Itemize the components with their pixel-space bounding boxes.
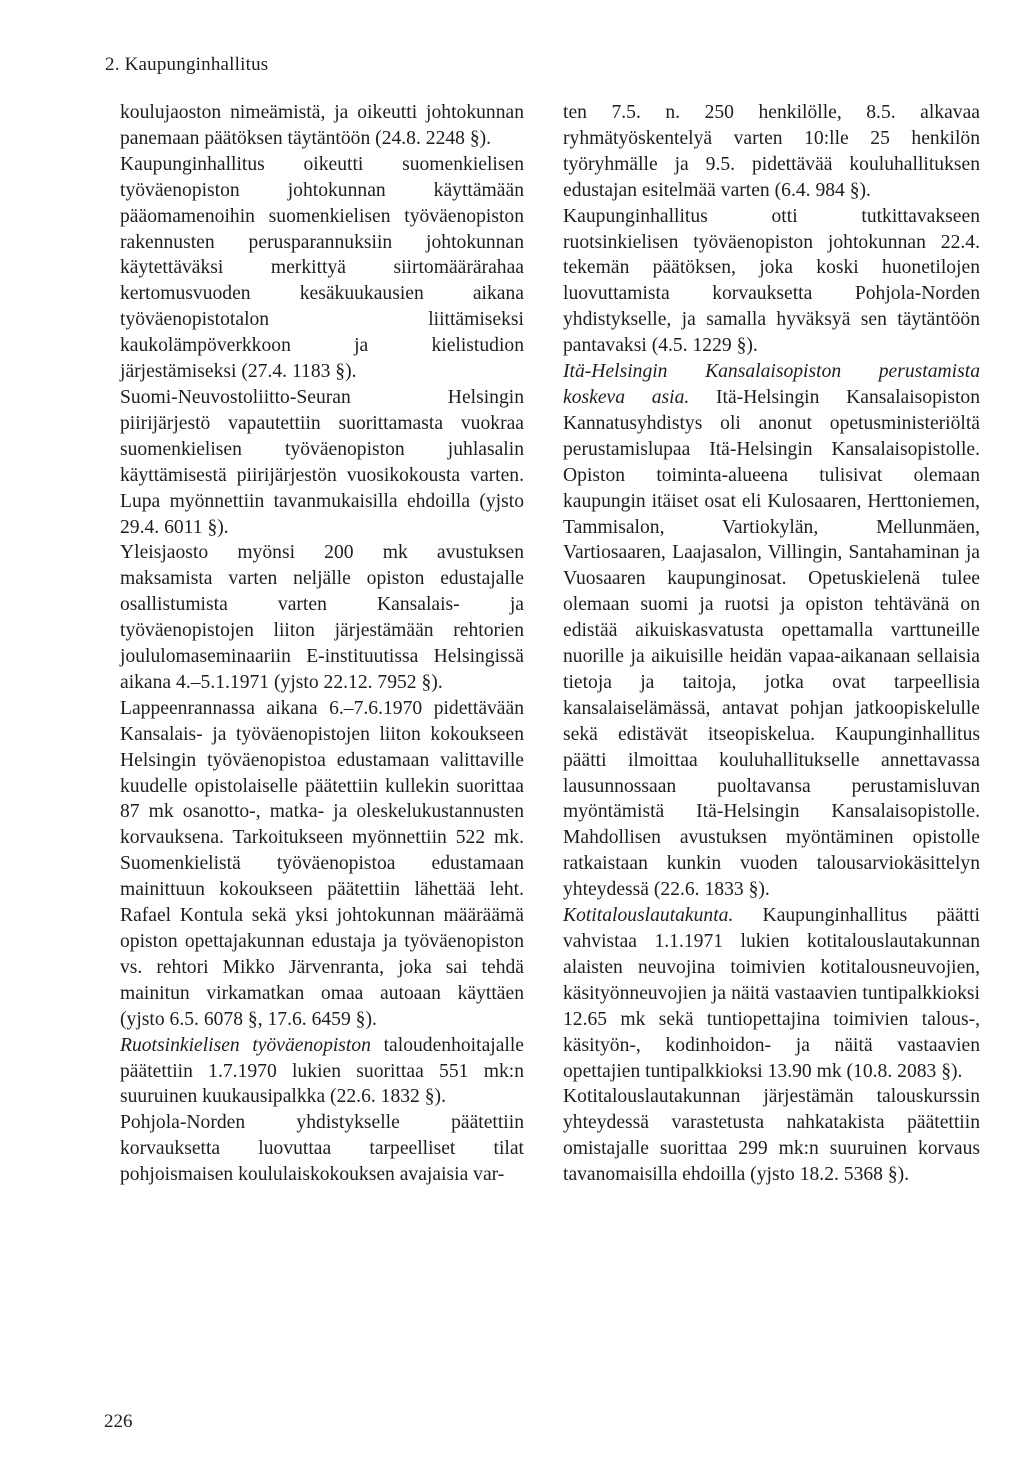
paragraph: Suomi-Neuvostoliitto-Seuran Helsingin piirijärjestö vapautettiin suorittamasta vuokraa suomenkielisen työväenopiston juhlasalin käyttämisestä piirijärjestön vuosikokousta varten. Lupa myönnettiin tavanmukaisilla ehdoilla (yjsto 29.4. 6011 §). (120, 386, 524, 538)
paragraph: Kaupunginhallitus oikeutti suomenkielisen työväenopiston johtokunnan käyttämään pääomamenoihin suomenkielisen työväenopiston rakennusten perusparannuksiin johtokunnan käytettäväksi merkittyä siirtomäärärahaa kertomusvuoden kesäkuukausien aikana työväenopistotalon liittämiseksi kaukolämpöverkkoon ja kielistudion järjestämiseksi (27.4. 1183 §). (120, 153, 524, 383)
paragraph-text: Itä-Helsingin Kansalaisopiston Kannatusyhdistys oli anonut opetusministeriöltä perustamislupaa Itä-Helsingin Kansalaisopistolle. Opiston toiminta-alueena tulisivat olemaan kaupungin itäiset osat eli Kulosaaren, Herttoniemen, Tammisalon, Vartiokylän, Mellunmäen, Vartiosaaren, Laajasalon, Villingin, Santahaminan ja Vuosaaren kaupunginosat. Opetuskielenä tulee olemaan suomi ja ruotsi ja opiston tehtävänä on edistää aikuiskasvatusta opettamalla varttuneille nuorille ja aikuisille heidän vapaa-aikanaan sellaisia tietoja ja taitoja, jotka ovat tarpeellisia kansalaiselämässä, antavat pohjan jatkoopiskelulle sekä edistävät itseopiskelua. Kaupunginhallitus päätti ilmoittaa kouluhallitukselle annettavassa lausunnossaan puoltavansa perustamisluvan myöntämistä Itä-Helsingin Kansalaisopistolle. Mahdollisen avustuksen myöntäminen opistolle ratkaistaan kunkin vuoden talousarviokäsittelyn yhteydessä (22.6. 1833 §). (563, 386, 980, 901)
paragraph: koulujaoston nimeämistä, ja oikeutti johtokunnan panemaan päätöksen täytäntöön (24.8. 2248 §). (120, 102, 524, 149)
paragraph: Yleisjaosto myönsi 200 mk avustuksen maksamista varten neljälle opiston edustajalle osallistumista varten Kansalais- ja työväenopistojen liiton järjestämään rehtorien joululomaseminaariin E-instituutissa Helsingissä aikana 4.–5.1.1971 (yjsto 22.12. 7952 §). (120, 542, 524, 693)
running-header: 2. Kaupunginhallitus (105, 54, 269, 75)
paragraph (563, 359, 980, 903)
paragraph-text: taloudenhoitajalle päätettiin 1.7.1970 lukien suorittaa 551 mk:n suuruinen kuukausipalkka (22.6. 1832 §). (120, 1034, 524, 1108)
italic-lead: Ruotsinkielisen työväenopiston (120, 1034, 371, 1056)
paragraph: ten 7.5. n. 250 henkilölle, 8.5. alkavaa ryhmätyöskentelyä varten 10:lle 25 henkilön työryhmälle ja 9.5. pidettävää kouluhallituksen edustajan esitelmää varten (6.4. 984 §). (563, 102, 980, 201)
left-column (120, 100, 524, 1188)
paragraph: Lappeenrannassa aikana 6.–7.6.1970 pidettävään Kansalais- ja työväenopistojen liiton kokoukseen Helsingin työväenopistoa edustamaan valittaville kuudelle opistolaiselle päätettiin kullekin suorittaa 87 mk osanotto-, matka- ja oleskelukustannusten korvauksena. Tarkoitukseen myönnettiin 522 mk. Suomenkielistä työväenopistoa edustamaan mainittuun kokoukseen päätettiin lähettää leht. Rafael Kontula sekä yksi johtokunnan määräämä opiston opettajakunnan edustaja ja työväenopiston vs. rehtori Mikko Järvenranta, joka sai tehdä mainitun virkamatkan omaa autoaan käyttäen (yjsto 6.5. 6078 §, 17.6. 6459 §). (120, 697, 524, 1030)
right-column (563, 100, 980, 1188)
paragraph: Pohjola-Norden yhdistykselle päätettiin korvauksetta luovuttaa tarpeelliset tilat pohjoismaisen koululaiskokouksen avajaisia var- (120, 1112, 524, 1186)
paragraph (120, 1033, 524, 1111)
page-number: 226 (104, 1411, 133, 1432)
paragraph (563, 903, 980, 1084)
paragraph-text: Kaupunginhallitus päätti vahvistaa 1.1.1971 lukien kotitalouslautakunnan alaisten neuvojina toimivien kotitalousneuvojien, käsityönneuvojien ja näitä vastaavien tuntipalkkioksi 12.65 mk sekä tuntiopettajina toimivien talous-, käsityön-, kodinhoidon- ja näitä vastaavien opettajien tuntipalkkioksi 13.90 mk (10.8. 2083 §). (563, 905, 980, 1082)
paragraph: Kotitalouslautakunnan järjestämän talouskurssin yhteydessä varastetusta nahkatakista päätettiin omistajalle suorittaa 299 mk:n suuruinen korvaus tavanomaisilla ehdoilla (yjsto 18.2. 5368 §). (563, 1086, 980, 1186)
italic-lead: Kotitalouslautakunta. (563, 905, 734, 927)
italic-lead: Itä-Helsingin Kansalaisopiston perustamista koskeva asia. (563, 361, 980, 408)
paragraph: Kaupunginhallitus otti tutkittavakseen ruotsinkielisen työväenopiston johtokunnan 22.4. tekemän päätöksen, joka koski huonetilojen luovuttamista korvauksetta Pohjola-Norden yhdistykselle, ja samalla hyväksyä sen täytäntöön pantavaksi (4.5. 1229 §). (563, 205, 980, 357)
